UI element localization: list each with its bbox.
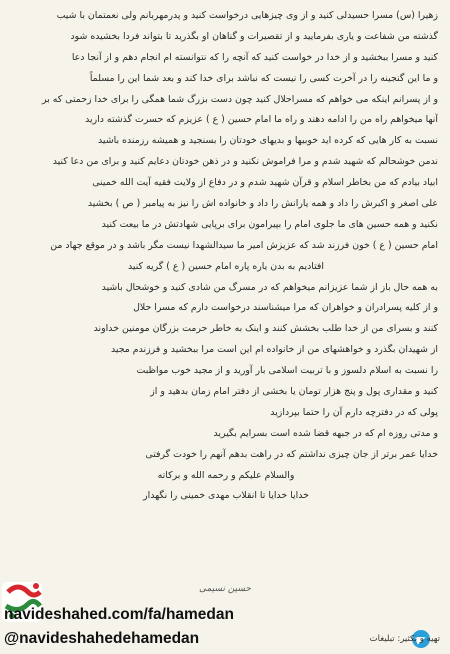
letter-line: را نسبت به اسلام دلسوز و با تربیت اسلامی بار آورید و از مجید خوب مواظبت (136, 365, 438, 377)
letter-line: خدایا عمر برتر از جان چیزی نداشتم که در راهت بدهم آنهم را خودت گرفتی (145, 448, 438, 460)
letter-line: امام حسین ( ع ) خون فرزند شد که عزیزش امیر ما سیدالشهدا نیست مگر باشد و در موقع جهاد من (50, 239, 438, 251)
letter-line: زهیرا (س) مسرا حسیدلی کنید و از وی چیزهایی درخواست کنید و پدرمهربانم ولی نعمتمان با شیب (56, 10, 438, 21)
letter-line: آنها میخواهم راه من را ادامه دهند و راه ما امام حسین ( ع ) عزیزم که حسرت گذشته دارید (85, 114, 438, 126)
social-handle: @navideshahedehamedan (4, 630, 200, 647)
letter-line: ندمن خوشحالم که شهید شدم و مرا فراموش نکنید و در ذهن خودتان دعایم کنید و برای من دعا کنید (52, 156, 438, 168)
letter-line: افتادیم به بدن یاره پاره امام حسین ( ع ) گریه کنید (127, 260, 325, 272)
signature: حسین نسیمی (199, 584, 251, 594)
letter-line: به همه حال باز از شما عزیزانم میخواهم که در مسرگ من شادی کنید و خوشحال باشید (101, 281, 438, 293)
letter-line: و از کلیه پسرادران و خواهران که مرا میشناسند درخواست دارم که مسرا حلال (133, 302, 438, 314)
letter-line: ابیاد بیادم که من بخاطر اسلام و قرآن شهید شدم و در دفاع از ولایت فقیه آیت الله خمینی (92, 177, 438, 189)
letter-line: کنید و مقداری پول و پنج هزار تومان یا بخشی از دفتر امام زمان بدهید و از (150, 386, 438, 398)
letter-line: نسبت به کار هایی که کرده اید خوبیها و بدیهای خودتان را بسنجید و همیشه رزمنده باشید (98, 135, 438, 147)
letter-line: و مدتی روزه ام که در جبهه قضا شده است بسرایم بگیرید (213, 427, 438, 439)
letter-line: از شهیدان بگذرد و خواهشهای من از خانواده ام این است مرا ببخشید و فرزندم مجید (110, 344, 438, 356)
footer-note: تهیه و تکثیر: تبلیغات (369, 634, 440, 644)
letter-line: و از پسرانم اینکه می خواهم که مسراحلال کنید چون دست بزرگ شما همگی را برای خدا زحمتی که بر (41, 93, 438, 105)
letter-line: پولی که در دفترچه دارم آن را حتما بپردازید (270, 406, 438, 418)
website-url: navideshahed.com/fa/hamedan (4, 606, 234, 623)
letter-line: کنند و بسرای من از خدا طلب بخشش کنند و اینک به خاطر حرمت بزرگان مومنین خداوند (93, 323, 438, 335)
letter-body (14, 6, 438, 507)
letter-line: والسلام علیکم و رحمه الله و برکاته (157, 469, 295, 481)
letter-line: علی اصغر و اکبرش را داد و همه یارانش را داد و خانواده اش را نیز به پیامبر ( ص ) بخشید (87, 198, 438, 210)
letter-line: خدایا خدایا تا انقلاب مهدی خمینی را نگهدار (143, 490, 309, 502)
letter-line: گذشته من شفاعت و یاری بفرمایید و از تقصیرات و گناهان او بگذرید تا بتواند فردا بخشیده شود (70, 30, 438, 42)
letter-line: نکنید و همه حسین های ما جلوی امام را بپیرامون برای برپایی شهادتش در ما بیعت کنید (101, 218, 438, 230)
letter-line: و ما این گنجینه را در آخرت کسی را نیست که نباشد برای خدا کند و بعد شما این را مسلماً (89, 72, 438, 84)
letter-line: کنید و مسرا ببخشید و از خدا در خواست کنید که آنچه را که نتوانسته ام انجام دهم و از آنجا دعا (71, 51, 438, 63)
